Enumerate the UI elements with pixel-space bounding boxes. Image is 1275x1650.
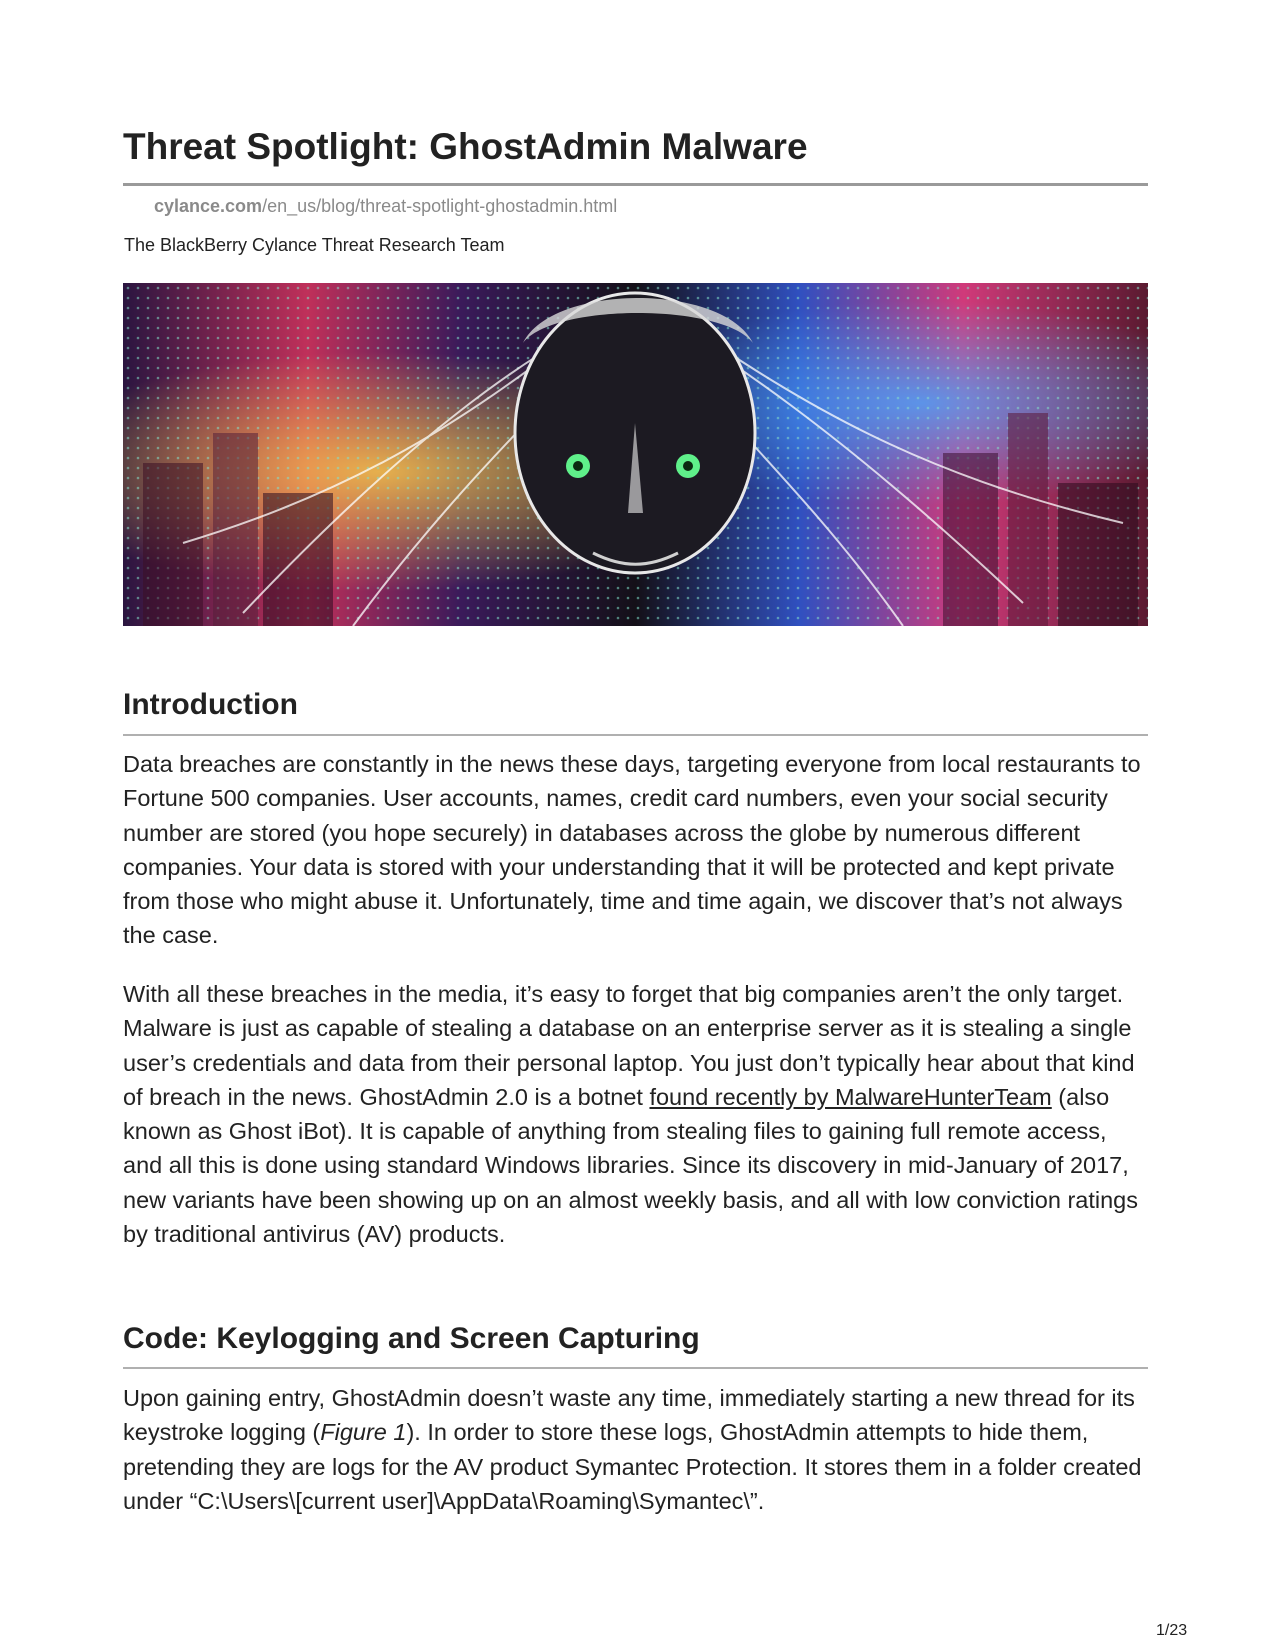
section-heading-code: Code: Keylogging and Screen Capturing (123, 1322, 700, 1355)
figure-reference: Figure 1 (320, 1419, 407, 1446)
paragraph-text: (also known as Ghost iBot). It is capable of anything from stealing files to gaining full remote access, and all this is done using standard Windows libraries. Since its discovery in mid-January of 2017, new variants have been showing up on an almost weekly basis, and all with low conviction ratings by traditional antivirus (AV) products. (123, 1083, 1138, 1248)
page-number: 1/23 (1156, 1622, 1188, 1639)
paragraph (123, 1381, 1148, 1518)
hero-image (123, 283, 1148, 626)
cyber-face-illustration-icon (123, 283, 1148, 626)
page-title: Threat Spotlight: GhostAdmin Malware (123, 126, 808, 167)
paragraph: Data breaches are constantly in the news these days, targeting everyone from local restaurants to Fortune 500 companies. User accounts, names, credit card numbers, even your social security number are stored (you hope securely) in databases across the globe by numerous different companies. Your data is stored with your understanding that it will be protected and kept private from those who might abuse it. Unfortunately, time and time again, we discover that’s not always the case. (123, 751, 1141, 949)
source-url[interactable] (154, 196, 617, 217)
paragraph (123, 977, 1148, 1251)
paragraph-text: ). In order to store these logs, GhostAdmin attempts to hide them, pretending they are logs for the AV product Symantec Protection. It stores them in a folder created under “C:\Users\[current user]\AppData\Roaming\Symantec\”. (123, 1419, 1142, 1514)
source-path: /en_us/blog/threat-spotlight-ghostadmin.html (262, 196, 618, 216)
paragraph-text: With all these breaches in the media, it’s easy to forget that big companies aren’t the only target. Malware is just as capable of stealing a database on an enterprise server as it is stealing a single user’s credentials and data from their personal laptop. You just don’t typically hear about that kind of breach in the news. GhostAdmin 2.0 is a botnet (123, 981, 1135, 1110)
section-heading-introduction: Introduction (123, 688, 298, 721)
malwarehunterteam-link[interactable]: found recently by MalwareHunterTeam (649, 1083, 1052, 1110)
source-domain: cylance.com (154, 196, 263, 216)
section-divider (123, 1367, 1148, 1369)
paragraph-text: Upon gaining entry, GhostAdmin doesn’t waste any time, immediately starting a new thread for its keystroke logging ( (123, 1385, 1135, 1446)
title-divider (123, 183, 1148, 186)
section-divider (123, 734, 1148, 736)
author-byline: The BlackBerry Cylance Threat Research Team (124, 235, 505, 255)
